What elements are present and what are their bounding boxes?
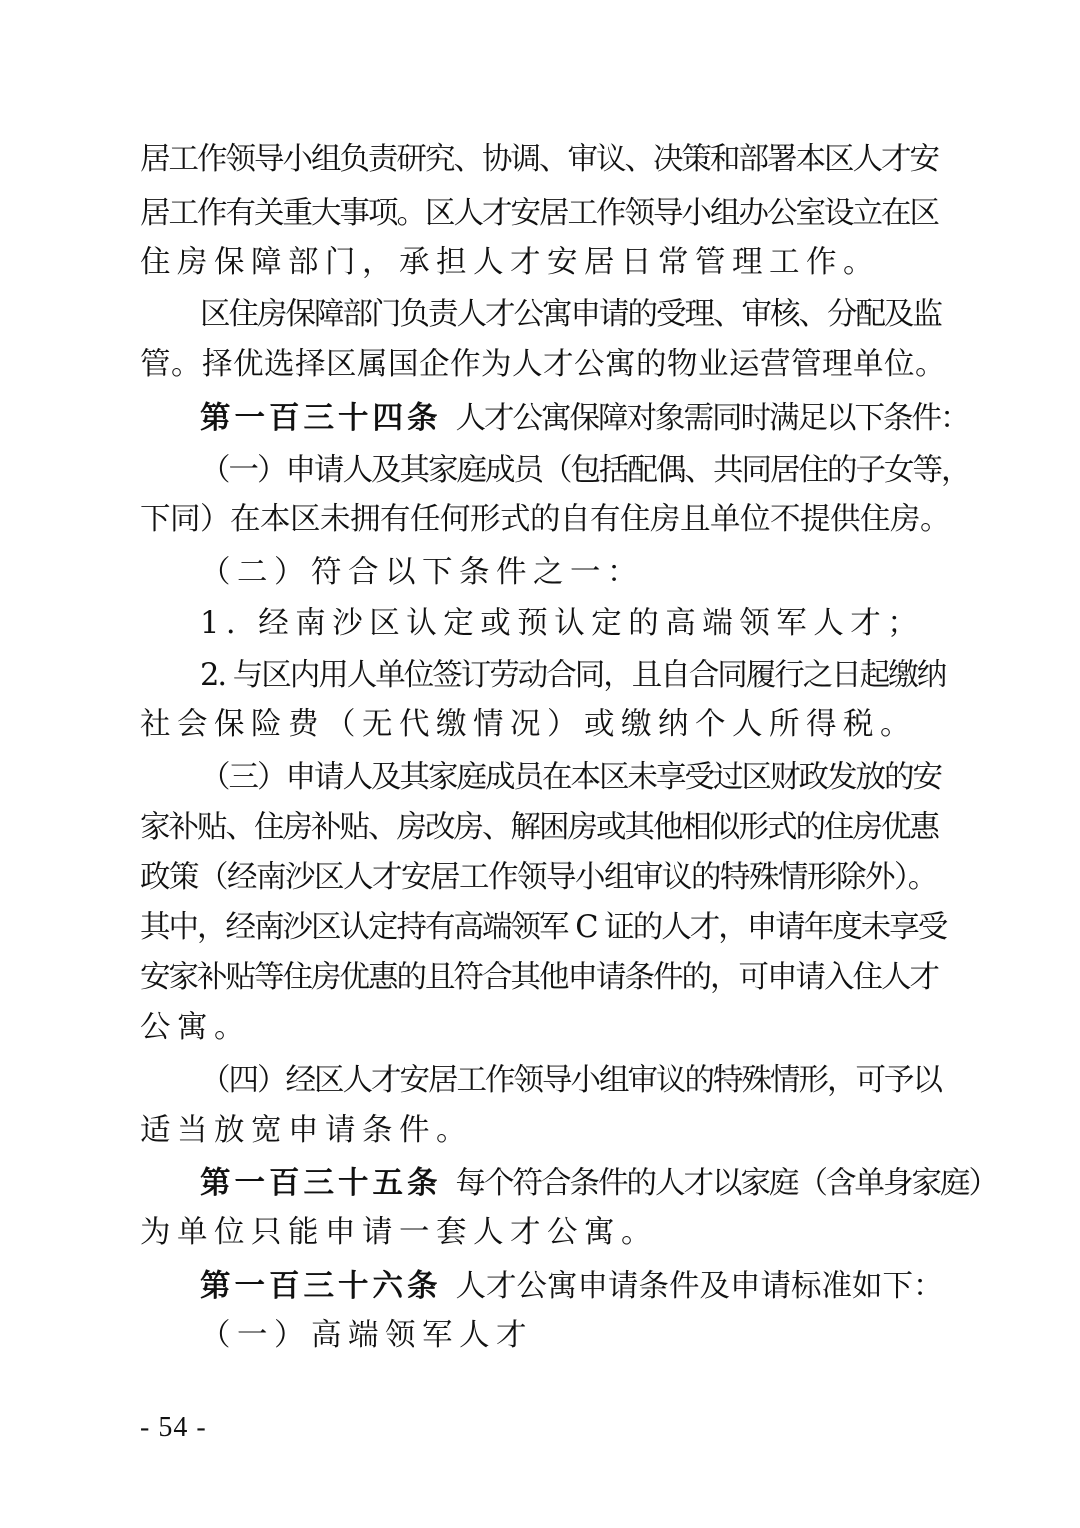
text-line: 其中，经南沙区认定持有高端领军 C 证的人才，申请年度未享受 — [140, 910, 947, 945]
article-134 — [200, 398, 969, 438]
paragraph-first-line: （一）申请人及其家庭成员（包括配偶、共同居住的子女等， — [200, 453, 970, 488]
text-line: 居工作有关重大事项。区人才安居工作领导小组办公室设立在区 — [140, 196, 938, 231]
text-line: 公寓。 — [140, 1010, 251, 1045]
article-text: 人才公寓保障对象需同时满足以下条件： — [455, 401, 969, 436]
article-136 — [200, 1266, 944, 1306]
article-text: 每个符合条件的人才以家庭（含单身家庭） — [455, 1166, 997, 1201]
text-line: 社会保险费（无代缴情况）或缴纳个人所得税。 — [140, 707, 917, 742]
text-line: 下同）在本区未拥有任何形式的自有住房且单位不提供住房。 — [140, 502, 950, 537]
page-number: - 54 - — [140, 1412, 207, 1443]
paragraph-first-line: （三）申请人及其家庭成员在本区未享受过区财政发放的安 — [200, 760, 941, 795]
paragraph-first-line: （四）经区人才安居工作领导小组审议的特殊情形，可予以 — [200, 1063, 941, 1098]
text-line: 安家补贴等住房优惠的且符合其他申请条件的，可申请入住人才 — [140, 960, 938, 995]
list-item: 2. 与区内用人单位签订劳动合同，且自合同履行之日起缴纳 — [200, 658, 946, 693]
article-135 — [200, 1163, 997, 1203]
text-line: 适当放宽申请条件。 — [140, 1113, 473, 1148]
paragraph-first-line: （一）高端领军人才 — [200, 1318, 533, 1353]
article-title: 第一百三十五条 — [200, 1165, 442, 1201]
text-line: 家补贴、住房补贴、房改房、解困房或其他相似形式的住房优惠 — [140, 810, 938, 845]
list-item: 1. 经南沙区认定或预认定的高端领军人才； — [200, 606, 925, 641]
text-line: 住房保障部门，承担人才安居日常管理工作。 — [140, 245, 880, 280]
text-line: 居工作领导小组负责研究、协调、审议、决策和部署本区人才安 — [140, 142, 938, 177]
text-line: 管。择优选择区属国企作为人才公寓的物业运营管理单位。 — [140, 347, 946, 382]
text-line: 为单位只能申请一套人才公寓。 — [140, 1215, 658, 1250]
article-text: 人才公寓申请条件及申请标准如下： — [455, 1269, 944, 1304]
article-title: 第一百三十四条 — [200, 400, 442, 436]
paragraph-first-line: （二）符合以下条件之一： — [200, 555, 644, 590]
paragraph-first-line: 区住房保障部门负责人才公寓申请的受理、审核、分配及监 — [200, 297, 941, 332]
text-line: 政策（经南沙区人才安居工作领导小组审议的特殊情形除外）。 — [140, 860, 937, 895]
article-title: 第一百三十六条 — [200, 1268, 442, 1304]
